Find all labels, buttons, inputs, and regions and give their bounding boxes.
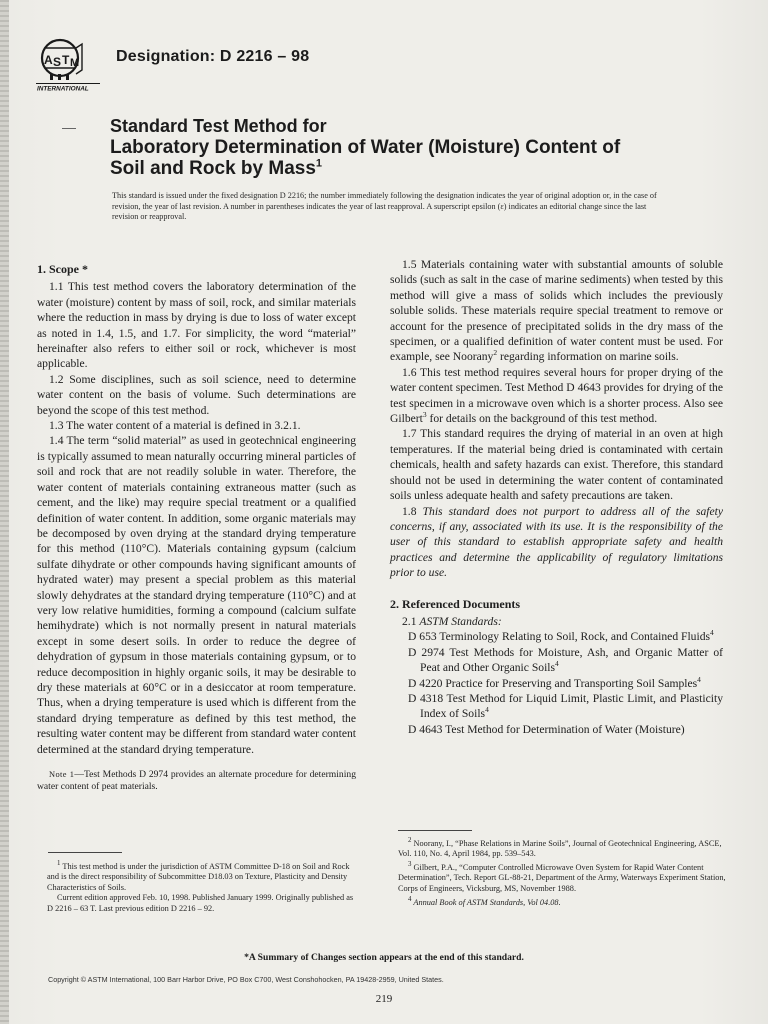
footnote-3	[398, 860, 728, 895]
reference-text: D 653 Terminology Relating to Soil, Rock, and Contained Fluids	[408, 630, 711, 644]
paragraph-1-1: 1.1 This test method covers the laboratory determination of the water (moisture) content by mass of soil, rock, and similar materials where the reduction in mass by drying is due to loss of water except as noted in 1.4, 1.5, and 1.7. For simplicity, the word “material” hereinafter also refers to either soil or rock, whichever is most applicable.	[37, 280, 356, 371]
paragraph-1-8-number: 1.8	[402, 504, 423, 518]
title-line-2: Laboratory Determination of Water (Moisture) Content of	[110, 137, 621, 158]
paragraph-1-8	[390, 504, 723, 581]
copyright-line: Copyright © ASTM International, 100 Barr Harbor Drive, PO Box C700, West Conshohocken, PA 19428-2959, United States.	[48, 975, 444, 984]
paragraph-1-6-text: 1.6 This test method requires several hours for proper drying of the water content specimen. Test Method D 4643 provides for drying of the test specimen in a microwave oven which is a shorter process. Also see Gilbert	[390, 365, 723, 426]
astm-standards-title: ASTM Standards:	[419, 614, 502, 628]
footnote-4-text: Annual Book of ASTM Standards, Vol 04.08.	[411, 897, 561, 907]
footnote-1-text: This test method is under the jurisdiction of ASTM Committee D-18 on Soil and Rock and is the direct responsibility of Subcommittee D18.03 on Texture, Plasticity and Density Characteristics of Soils.	[47, 861, 350, 892]
scope-heading: 1. Scope *	[37, 262, 88, 276]
footnote-1-edition: Current edition approved Feb. 10, 1998. Published January 1999. Originally published as D 2216 – 63 T. Last previous edition D 2216 – 92.	[47, 893, 354, 913]
footnote-3-text: Gilbert, P.A., “Computer Controlled Microwave Oven System for Rapid Water Content Determination”, Tech. Report GL-88-21, Department of the Army, Waterways Experiment Station, Corps of Engineers, Vicksburg, MS, November 1988.	[398, 862, 726, 893]
footnotes-left	[47, 859, 359, 914]
paragraph-1-7: 1.7 This standard requires the drying of material in an oven at high temperatures. If the material being dried is contaminated with certain chemicals, health and safety hazards can exist. Therefore, this standard should not be used in determining the water content of contaminated soils unless adequate health and safety precautions are taken.	[390, 427, 723, 503]
footnote-2	[398, 836, 728, 860]
reference-item	[390, 629, 723, 644]
title-footnote-mark: 1	[315, 157, 323, 170]
left-column	[37, 262, 356, 794]
paragraph-1-6	[390, 365, 723, 427]
title-line-3	[110, 158, 670, 179]
reference-footnote-mark: 4	[485, 705, 489, 715]
footnote-4-mark: 4	[408, 895, 412, 903]
svg-text:S: S	[53, 55, 62, 69]
reference-item	[390, 722, 723, 737]
reference-text: D 4643 Test Method for Determination of Water (Moisture)	[408, 722, 685, 736]
reference-text: D 2974 Test Methods for Moisture, Ash, and Organic Matter of Peat and Other Organic Soils	[408, 645, 723, 675]
paragraph-1-3: 1.3 The water content of a material is defined in 3.2.1.	[49, 419, 301, 433]
paragraph-1-4: 1.4 The term “solid material” as used in geotechnical engineering is typically assumed to mean naturally occurring mineral particles of soil and rock that are not readily soluble in water. Therefore, the water content of materials containing extraneous matter (such as cement, and the like) may require special treatment or a qualified definition of water content. In addition, some organic materials may be decomposed by oven drying at the standard drying temperature for this method (110°C). Materials containing gypsum (calcium sulfate dihydrate or other compounds having significant amounts of hydrated water) may present a special problem as this material slowly dehydrates at the standard drying temperature (110°C) and at very low relative humidities, forming a compound (calcium sulfate hemihydrate) which is not normally present in natural materials except in some desert soils. In order to reduce the degree of dehydration of gypsum in those materials containing gypsum, or to reduce decomposition in highly organic soils, it may be desirable to dry these materials at 60°C or in a desiccator at room temperature. Thus, when a drying temperature is used which is different from the standard drying temperature as defined by this test method, the resulting water content may be different from standard water content determined at the standard drying temperature.	[37, 434, 356, 756]
astm-logo	[36, 36, 102, 92]
paragraph-1-2: 1.2 Some disciplines, such as soil science, need to determine water content on the basis of volume. Such determinations are beyond the scope of this test method.	[37, 372, 356, 417]
logo-caption: INTERNATIONAL	[37, 85, 89, 92]
footnote-ref-2: 2	[493, 348, 498, 358]
reference-text: D 4318 Test Method for Liquid Limit, Plastic Limit, and Plasticity Index of Soils	[408, 691, 723, 721]
decorative-dash	[62, 128, 76, 129]
footnote-2-mark: 2	[408, 837, 412, 844]
footnote-rule-right	[398, 830, 472, 831]
reference-item	[390, 645, 723, 676]
designation: Designation: D 2216 – 98	[116, 48, 310, 65]
issuance-note: This standard is issued under the fixed designation D 2216; the number immediately following the designation indicates the year of original adoption or, in the case of revision, the year of last revision. A number in parentheses indicates the year of last reapproval. A superscript epsilon (ε) indicates an editorial change since the last revision or reapproval.	[112, 191, 657, 222]
footnote-ref-3: 3	[422, 410, 427, 420]
footnote-3-mark: 3	[408, 860, 412, 868]
note-1	[37, 769, 356, 794]
reference-item	[390, 676, 723, 691]
page-number: 219	[375, 993, 393, 1005]
paragraph-1-5	[390, 257, 723, 365]
reference-footnote-mark: 4	[697, 674, 701, 684]
reference-text: D 4220 Practice for Preserving and Transporting Soil Samples	[408, 676, 698, 690]
svg-text:A: A	[44, 53, 53, 67]
scan-edge	[0, 0, 9, 1024]
summary-of-changes-notice: *A Summary of Changes section appears at the end of this standard.	[244, 952, 524, 963]
reference-footnote-mark: 4	[710, 628, 714, 638]
reference-list	[390, 629, 723, 737]
paragraph-1-5-text: 1.5 Materials containing water with substantial amounts of soluble solids (such as salt in the case of marine sediments) when tested by this method will give a mass of solids which includes the previously soluble solids. These materials require special treatment to remove or account for the presence of precipitated solids in the dry mass of the specimen, or a qualified definition of water content must be used. For example, see Noorany	[390, 258, 723, 364]
reference-footnote-mark: 4	[555, 659, 559, 669]
paragraph-1-5-end: regarding information on marine soils.	[497, 350, 679, 364]
astm-standards-number: 2.1	[402, 614, 420, 628]
footnote-1-mark: 1	[57, 860, 61, 867]
astm-standards-label	[390, 614, 723, 629]
document-title	[110, 116, 670, 179]
title-line-1: Standard Test Method for	[110, 116, 327, 136]
referenced-documents-heading: 2. Referenced Documents	[390, 596, 521, 611]
title-line-3-text: Soil and Rock by Mass	[110, 158, 316, 179]
footnote-2-text: Noorany, I., “Phase Relations in Marine Soils”, Journal of Geotechnical Engineering, ASCE, Vol. 110, No. 4, April 1984, pp. 539–543.	[398, 838, 722, 859]
paragraph-1-8-text: This standard does not purport to address all of the safety concerns, if any, associated with its use. It is the responsibility of the user of this standard to establish appropriate safety and health practices and determine the applicability of regulatory limitations prior to use.	[390, 504, 723, 580]
footnote-rule-left	[48, 852, 122, 853]
paragraph-1-6-end: for details on the background of this test method.	[426, 412, 658, 426]
note-1-label: Note 1	[49, 770, 75, 779]
footnote-1	[47, 859, 359, 893]
footnotes-right	[398, 836, 728, 908]
right-column	[390, 257, 723, 737]
svg-text:M: M	[70, 57, 80, 69]
footnote-4	[398, 895, 728, 908]
reference-item	[390, 691, 723, 722]
note-1-text: —Test Methods D 2974 provides an alternate procedure for determining water content of peat materials.	[37, 769, 356, 793]
svg-text:T: T	[62, 53, 70, 67]
